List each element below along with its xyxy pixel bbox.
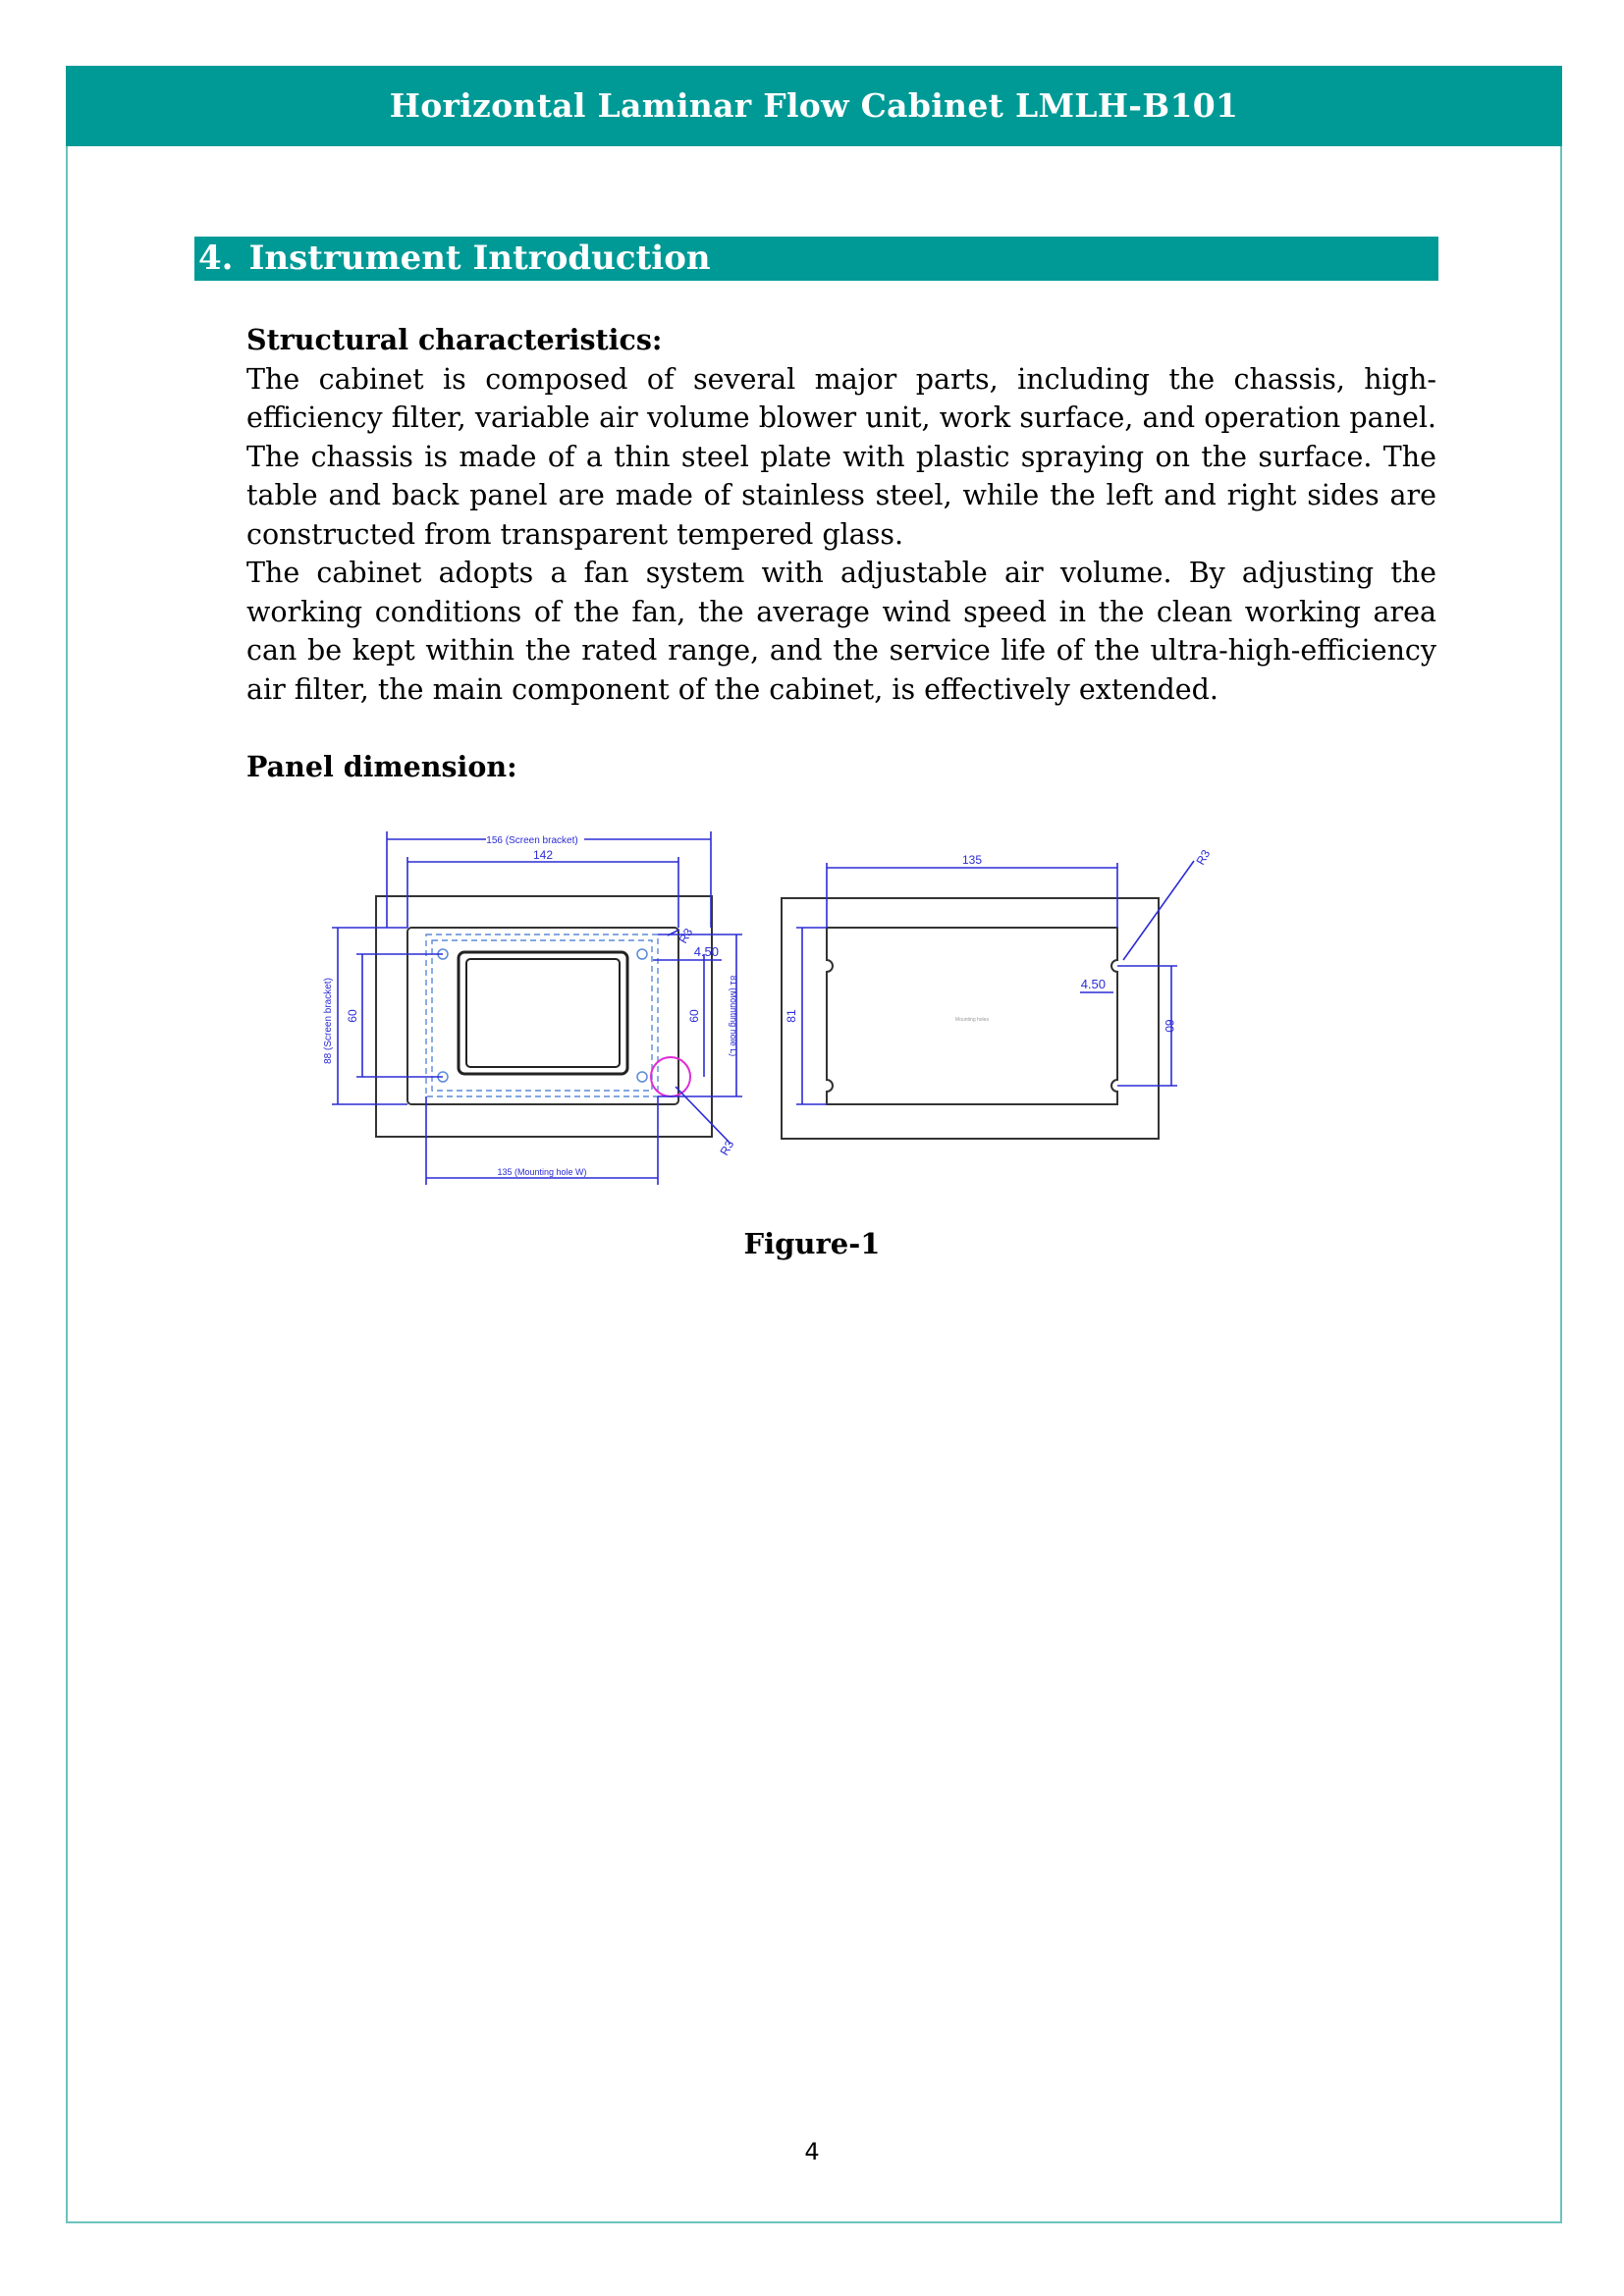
section-title: Instrument Introduction [248, 239, 711, 278]
dim-label-radius-right: R3 [1193, 847, 1214, 868]
dim-label-offset-left: 4.50 [693, 944, 719, 959]
dim-label-radius-top: R3 [676, 926, 696, 946]
panel-heading: Panel dimension: [246, 749, 517, 783]
dim-leader [676, 1087, 731, 1144]
front-view-drawing [323, 831, 742, 1185]
dimension-drawing [314, 820, 1296, 1207]
dim-label-mounting-hole-w: 135 (Mounting hole W) [497, 1167, 587, 1177]
dim-label-radius-bottom: R3 [717, 1138, 737, 1158]
section-heading [194, 237, 1438, 281]
dim-label-screen-bracket-height: 88 (Screen bracket) [323, 978, 334, 1064]
screen-inner [466, 959, 620, 1067]
cutout-center-label: Mounting holes [955, 1017, 989, 1023]
main-content [246, 321, 1436, 786]
page-number: 4 [804, 2138, 820, 2165]
structural-heading: Structural characteristics: [246, 323, 663, 356]
structural-paragraph-1: The cabinet is composed of several major parts, including the chassis, high-efficiency filter, variable air volume blower unit, work surface, and operation panel. The chassis is made of a thin steel plate with plastic spraying on the surface. The table and back panel are made of stainless steel, while the left and right sides are constructed from transparent tempered glass. [246, 362, 1436, 551]
structural-paragraph-2: The cabinet adopts a fan system with adjustable air volume. By adjusting the working conditions of the fan, the average wind speed in the clean working area can be kept within the rated range, and the service life of the ultra-high-efficiency air filter, the main component of the cabinet, is effectively extended. [246, 557, 1436, 706]
dim-label-60-cutout: 60 [1163, 1019, 1176, 1033]
figure-caption: Figure-1 [743, 1227, 881, 1260]
dim-label-60-right: 60 [687, 1009, 701, 1023]
mounting-hole-icon [637, 949, 647, 959]
dim-label-screen-bracket-width: 156 (Screen bracket) [486, 835, 578, 846]
panel-dimension-figure [314, 820, 1296, 1207]
dim-label-60-left: 60 [346, 1009, 359, 1023]
dim-label-135: 135 [961, 853, 983, 867]
cutout-view-drawing [782, 847, 1213, 1139]
dim-label-142: 142 [532, 848, 554, 862]
dim-label-offset-right: 4.50 [1080, 977, 1106, 991]
document-header-title: Horizontal Laminar Flow Cabinet LMLH-B101 [66, 66, 1562, 146]
section-number: 4. [198, 239, 234, 278]
dim-label-mounting-hole-l: 81 (Mounting hole L) [729, 975, 738, 1057]
detail-highlight-circle [651, 1057, 690, 1096]
dim-label-81: 81 [785, 1009, 798, 1023]
screen-frame [459, 952, 627, 1074]
spacer [246, 709, 1436, 748]
panel-cutout [827, 928, 1117, 1104]
mounting-hole-icon [637, 1072, 647, 1082]
